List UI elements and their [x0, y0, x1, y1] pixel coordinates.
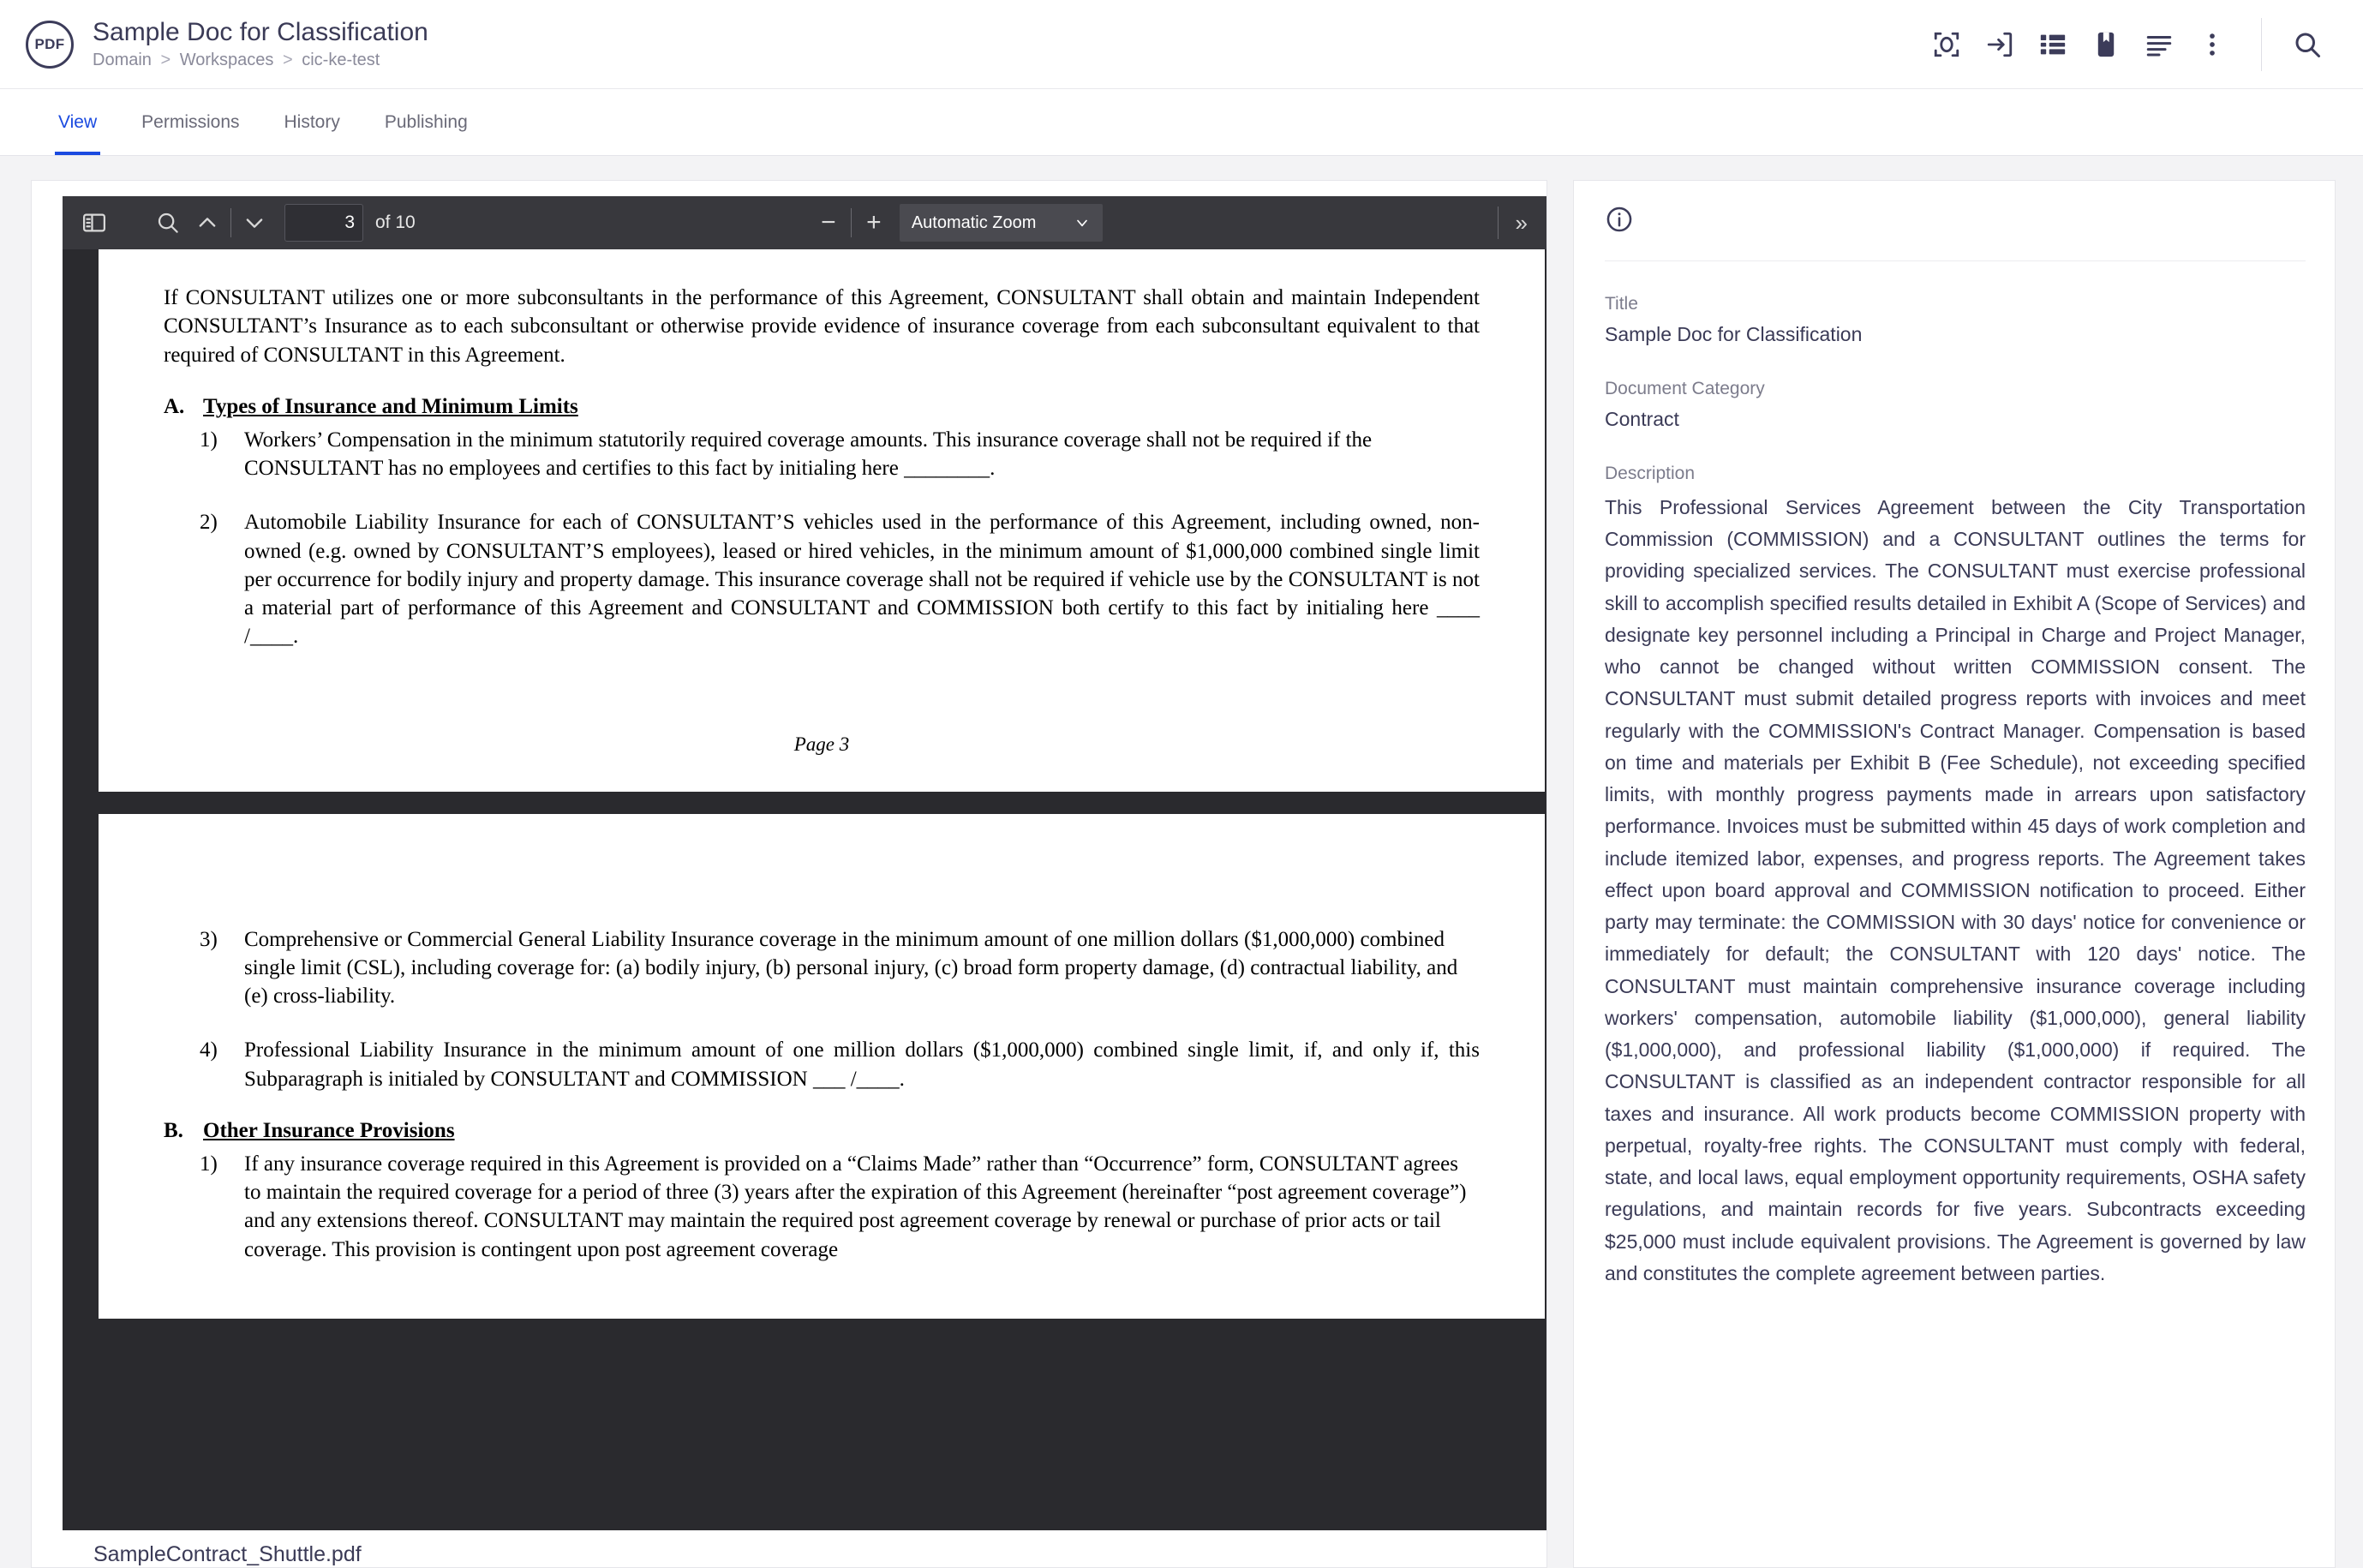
pdf-toolbar	[63, 196, 1546, 249]
toolbar-separator	[851, 208, 852, 237]
info-panel-header	[1605, 205, 2306, 261]
list-item-text: Comprehensive or Commercial General Liability Insurance coverage in the minimum amount of one million dollars ($1,000,000) combined single limit (CSL), including coverage for: (a) bodily injury, (b) personal injury, (c) broad form property damage, (d) contractual liability, and (e) cross-liability.	[244, 927, 1458, 1008]
body-area	[0, 156, 2363, 1568]
field-label-title: Title	[1605, 294, 1638, 314]
list-item-number: 2)	[200, 511, 218, 535]
field-title	[1605, 294, 2306, 348]
app-header	[0, 0, 2363, 89]
title-block	[93, 19, 428, 70]
section-a-letter: A.	[164, 394, 185, 418]
bookmark-icon[interactable]	[2079, 18, 2133, 71]
list-item	[164, 1036, 1480, 1093]
zoom-in-button[interactable]: +	[866, 208, 882, 236]
list-view-icon[interactable]	[2026, 18, 2079, 71]
secondary-toolbar-toggle[interactable]: »	[1515, 209, 1528, 236]
section-a-heading	[164, 395, 1480, 419]
find-icon[interactable]	[148, 203, 188, 242]
header-actions	[1920, 18, 2334, 71]
breadcrumb-item-workspaces[interactable]: Workspaces	[179, 51, 274, 70]
document-info-panel	[1573, 180, 2336, 1568]
tab-view[interactable]: View	[36, 89, 119, 155]
section-b-letter: B.	[164, 1118, 183, 1142]
field-document-category	[1605, 379, 2306, 433]
breadcrumb-item-domain[interactable]: Domain	[93, 51, 152, 70]
breadcrumb-item-workspace[interactable]: cic-ke-test	[302, 51, 380, 70]
file-name-label: SampleContract_Shuttle.pdf	[93, 1542, 362, 1566]
zoom-level-select[interactable]	[900, 204, 1104, 242]
header-identity	[26, 19, 1920, 70]
field-value-description: This Professional Services Agreement between the City Transportation Commission (COMMISSION) and a CONSULTANT outlines the terms for providing specialized services. The CONSULTANT must exercise professional skill to accomplish specified results detailed in Exhibit A (Scope of Services) and designate key personnel including a Principal in Charge and Project Manager, who cannot be changed without written COMMISSION consent. The CONSULTANT must submit detailed progress reports with invoices and meet regularly with the COMMISSION's Contract Manager. Compensation is based on time and materials per Exhibit B (Fee Schedule), not exceeding specified limits, with monthly progress payments made in arrears upon satisfactory performance. Invoices must be submitted within 45 days of work completion and include itemized labor, expenses, and progress reports. The Agreement takes effect upon board approval and COMMISSION notification to proceed. Either party may terminate: the COMMISSION with 30 days' notice for convenience or immediately for default; the CONSULTANT with 120 days' notice. The CONSULTANT must maintain comprehensive insurance coverage including workers' compensation, automobile liability ($1,000,000), general liability ($1,000,000), and professional liability ($1,000,000) if required. The CONSULTANT is classified as an independent contractor responsible for all taxes and insurance. All work products become COMMISSION property with perpetual, royalty-free rights. The CONSULTANT must comply with federal, state, and local laws, equal employment opportunity requirements, OSHA safety regulations, and maintain records for five years. Subcontracts exceeding $25,000 must include equivalent provisions. The Agreement is governed by law and constitutes the complete agreement between parties.	[1605, 495, 2306, 1284]
field-label-document-category: Document Category	[1605, 378, 1765, 398]
list-item-text: Professional Liability Insurance in the minimum amount of one million dollars ($1,000,000) combined single limit, if, and only if, this Subparagraph is initialed by CONSULTANT and COMMISSION ___ /____.	[244, 1038, 1480, 1091]
list-item-number: 3)	[200, 927, 218, 951]
breadcrumb-separator: >	[282, 51, 293, 70]
list-item-number: 4)	[200, 1038, 218, 1062]
page-title: Sample Doc for Classification	[93, 17, 428, 46]
pdf-viewport[interactable]	[63, 249, 1546, 1530]
section-b-heading	[164, 1119, 1480, 1143]
text-lines-icon[interactable]	[2133, 18, 2186, 71]
field-description	[1605, 464, 2306, 1290]
pdf-page-4	[99, 814, 1545, 1319]
pdf-page-footer: Page 3	[793, 733, 850, 755]
tab-history[interactable]: History	[284, 111, 340, 132]
tab-publishing[interactable]: Publishing	[384, 111, 468, 132]
pdf-viewer-card	[31, 180, 1547, 1568]
toolbar-separator	[1498, 206, 1499, 239]
sidebar-toggle-icon[interactable]	[75, 203, 114, 242]
pdf-viewer-inner	[63, 196, 1546, 1567]
export-icon[interactable]	[1973, 18, 2026, 71]
next-page-icon[interactable]	[235, 203, 274, 242]
section-a-title: Types of Insurance and Minimum Limits	[203, 394, 578, 418]
header-divider	[2261, 18, 2262, 71]
field-label-description: Description	[1605, 463, 1696, 483]
zoom-level-value: Automatic Zoom	[911, 212, 1037, 232]
pdf-page-3	[99, 249, 1545, 792]
zoom-out-button[interactable]: −	[821, 208, 836, 236]
pdf-file-type-icon: PDF	[26, 21, 74, 69]
more-vertical-icon[interactable]	[2186, 18, 2239, 71]
list-item-text: If any insurance coverage required in this Agreement is provided on a “Claims Made” rather than “Occurrence” form, CONSULTANT agrees to maintain the required coverage for a period of three (3) years after the expiration of this Agreement (hereinafter “post agreement coverage”) and any extensions thereof. CONSULTANT may maintain the required post agreement coverage by renewal or purchase of prior acts or tail coverage. This provision is contingent upon post agreement coverage	[244, 1152, 1467, 1261]
list-item-text: Automobile Liability Insurance for each of CONSULTANT’S vehicles used in the performance of this Agreement, including owned, non-owned (e.g. owned by CONSULTANT’S employees), leased or hired vehicles, in the minimum amount of $1,000,000 combined single limit per occurrence for bodily injury and property damage. This insurance coverage shall not be required if vehicle use by the CONSULTANT is not a material part of performance of this Agreement and CONSULTANT and COMMISSION both certify to this fact by initialing here ____ /____.	[244, 511, 1480, 649]
breadcrumb	[93, 51, 428, 69]
list-item	[164, 426, 1480, 483]
list-item	[164, 1150, 1480, 1264]
info-circle-icon[interactable]	[1605, 223, 1634, 237]
list-item	[164, 925, 1480, 1011]
list-item	[164, 508, 1480, 650]
tab-permissions[interactable]: Permissions	[141, 111, 240, 132]
search-icon[interactable]	[2281, 18, 2334, 71]
breadcrumb-separator: >	[160, 51, 171, 70]
page-count-label: of 10	[375, 212, 416, 232]
page-number-input[interactable]	[284, 204, 363, 242]
scan-classify-icon[interactable]	[1920, 18, 1973, 71]
chevron-down-icon	[1074, 214, 1091, 231]
section-b-title: Other Insurance Provisions	[203, 1118, 455, 1142]
toolbar-separator	[230, 208, 231, 237]
field-value-title: Sample Doc for Classification	[1605, 323, 1863, 345]
field-value-document-category: Contract	[1605, 407, 1679, 430]
list-item-text: Workers’ Compensation in the minimum statutorily required coverage amounts. This insurance coverage shall not be required if the CONSULTANT has no employees and certifies to this fact by initialing here ________.	[244, 428, 1373, 480]
previous-page-icon[interactable]	[188, 203, 227, 242]
tab-bar	[0, 89, 2363, 156]
list-item-number: 1)	[200, 1152, 218, 1176]
list-item-number: 1)	[200, 428, 218, 452]
intro-paragraph: If CONSULTANT utilizes one or more subconsultants in the performance of this Agreement, CONSULTANT shall obtain and maintain Independent CONSULTANT’s Insurance as to each subconsultant or otherwise provide evidence of insurance coverage from each subconsultant equivalent to that required of CONSULTANT in this Agreement.	[164, 286, 1480, 367]
